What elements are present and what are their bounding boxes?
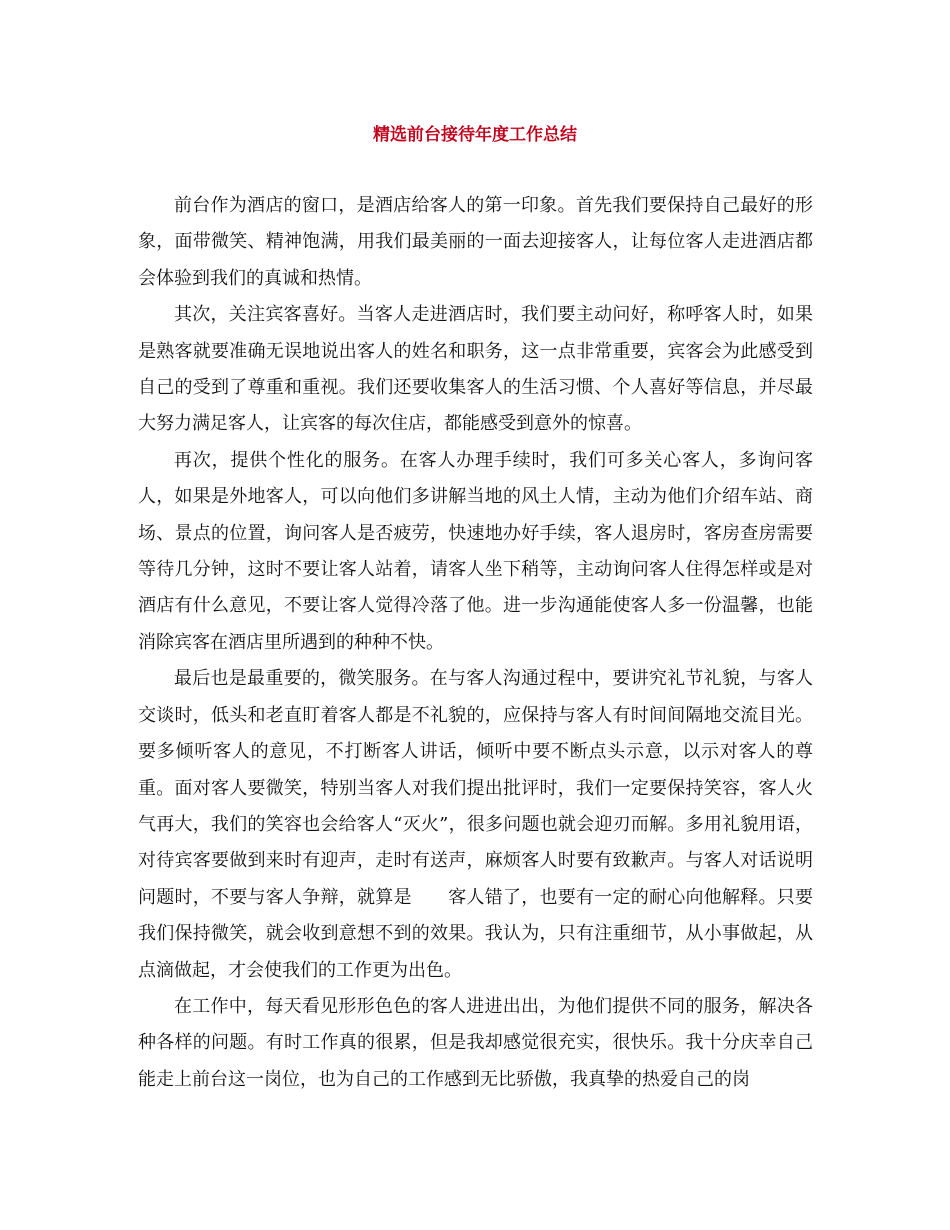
paragraph-4: 最后也是最重要的，微笑服务。在与客人沟通过程中，要讲究礼节礼貌，与客人交谈时，低头和老直盯着客人都是不礼貌的，应保持与客人有时间间隔地交流目光。要多倾听客人的意见，不打断客人讲话，倾听中要不断点头示意，以示对客人的尊重。面对客人要微笑，特别当客人对我们提出批评时，我们一定要保持笑容，客人火气再大，我们的笑容也会给客人“灭火”，很多问题也就会迎刃而解。多用礼貌用语，对待宾客要做到来时有迎声，走时有送声，麻烦客人时要有致歉声。与客人对话说明问题时，不要与客人争辩，就算是 客人错了，也要有一定的耐心向他解释。只要我们保持微笑，就会收到意想不到的效果。我认为，只有注重细节，从小事做起，从点滴做起，才会使我们的工作更为出色。 bbox=[138, 668, 813, 981]
document-body bbox=[138, 188, 813, 1098]
document-title: 精选前台接待年度工作总结 bbox=[373, 125, 577, 145]
paragraph-3: 再次，提供个性化的服务。在客人办理手续时，我们可多关心客人，多询问客人，如果是外地客人，可以向他们多讲解当地的风土人情，主动为他们介绍车站、商场、景点的位置，询问客人是否疲劳，快速地办好手续，客人退房时，客房查房需要等待几分钟，这时不要让客人站着，请客人坐下稍等，主动询问客人住得怎样或是对酒店有什么意见，不要让客人觉得冷落了他。进一步沟通能使客人多一份温馨，也能消除宾客在酒店里所遇到的种种不快。 bbox=[138, 449, 813, 653]
paragraph-5: 在工作中，每天看见形形色色的客人进进出出，为他们提供不同的服务，解决各种各样的问题。有时工作真的很累，但是我却感觉很充实，很快乐。我十分庆幸自己能走上前台这一岗位，也为自己的工作感到无比骄傲，我真挚的热爱自己的岗 bbox=[138, 995, 813, 1090]
paragraph-2: 其次，关注宾客喜好。当客人走进酒店时，我们要主动问好，称呼客人时，如果是熟客就要准确无误地说出客人的姓名和职务，这一点非常重要，宾客会为此感受到自己的受到了尊重和重视。我们还要收集客人的生活习惯、个人喜好等信息，并尽最大努力满足客人，让宾客的每次住店，都能感受到意外的惊喜。 bbox=[138, 304, 813, 435]
paragraph-1: 前台作为酒店的窗口，是酒店给客人的第一印象。首先我们要保持自己最好的形象，面带微笑、精神饱满，用我们最美丽的一面去迎接客人，让每位客人走进酒店都会体验到我们的真诚和热情。 bbox=[138, 195, 813, 289]
